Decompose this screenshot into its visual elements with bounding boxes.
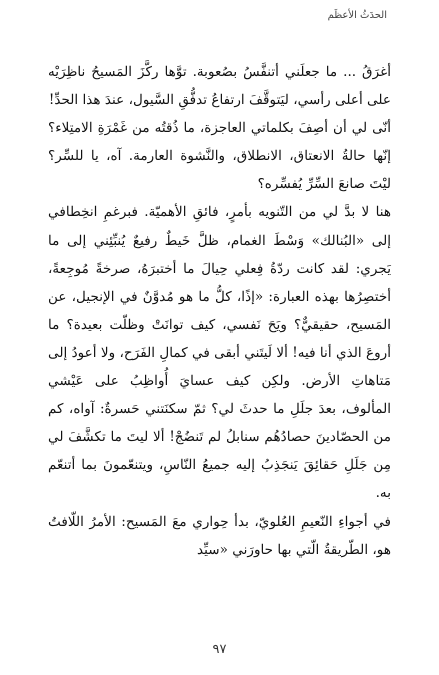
paragraph-1: أغرَقُ ... ما جعلَني أتنفَّسُ بصُعوبة. توَّها ركَّزَ المَسيحُ ناظِرَيْه على أعلى رأسي، ليَتوقَّفَ ارتفاعُ تدفُّقِ السَّيول، عندَ هذا الحدِّ! [48, 64, 391, 109]
paragraph-4: في أجواءِ النّعيمِ العُلويّ، بدأ حِواري معَ المَسيح: الأمرُ اللّافتُ هو، الطّريقةُ الّتي بها حاورَني «سيِّد [48, 513, 391, 558]
paragraph-3: هنا لا بدَّ لي من التّنويه بأمرٍ، فائقِ الأهميّة. فبرغمِ انخِطافي إلى «البُنالك» وَسْطَ الغمام، ظلَّ خَيطٌ رفيعٌ يُنبِّئِني إلى ما يَجري: لقد كانت ردّةُ فِعلي حِيالَ ما أختبرَهُ، صرخةً مُوجِعةً، أختصِرُها بهذه العبارة: «إذًا، كلُّ ما هو مُدوَّنٌ في الإنجيل، عن المَسيح، حقيقيٌّ؟ ويَحَ نَفسي، كيف توانَتْ وظلّت بعيدة؟ ما أروعَ الذي أنا فيه! ألا لَيتَني أبقى في كمالِ الفَرَح، ولا أعودُ إلى مَتاهاتِ الأرض. ولكِن كيف عسايَ أُواظِبُ على عَيْشي المألوف، بعدَ جلَلِ ما حدثَ لي؟ ثمّ سكنَتني حَسرةٌ: آواه، كم من الحصّادينَ حصادُهُم سنابلُ لم تَنضُجْ! ألا ليتَ ما تكشَّفَ لي مِن جَلَلِ حَقائِقَ يَنجَذِبُ إليه جميعُ النّاسِ، ويتنعّمونَ بما أتنعّم به. [48, 204, 391, 502]
body-text [48, 58, 391, 564]
page-number: ٩٧ [212, 642, 227, 657]
paragraph-2: أنّى لي أن أصِفَ بكلماتي العاجزة، ما ذُقتُه من غَمْرَةِ الامتِلاء؟ إنّها حالةُ الانعتاق، الانطلاق، والنَّشوة العارمة. آه، يا للسِّر؟ ليْتَ صانعَ السِّرِّ يُفسِّره؟ [48, 120, 391, 193]
running-header: الحدَثُ الأعظَم [327, 10, 387, 21]
